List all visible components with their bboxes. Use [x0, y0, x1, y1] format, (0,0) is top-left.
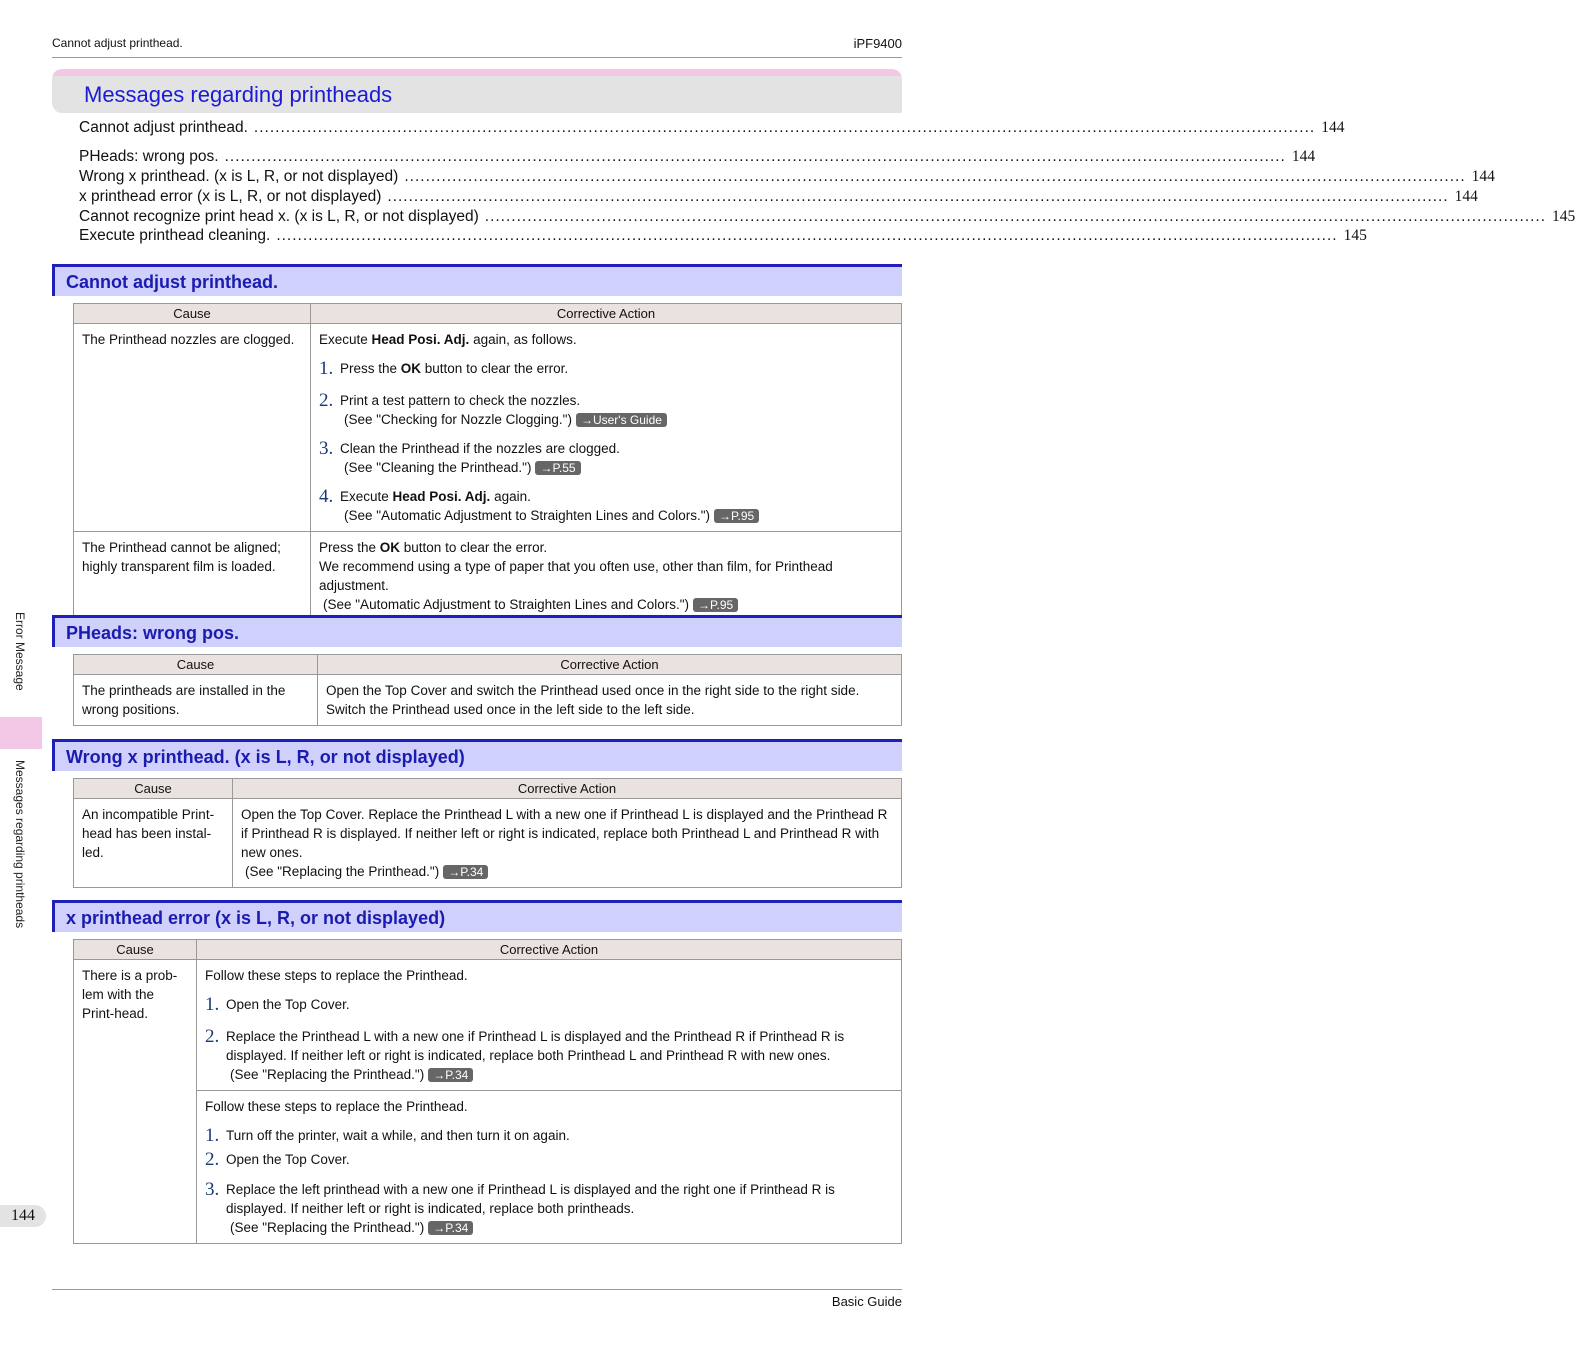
- cause-action-table: [73, 303, 902, 621]
- page-reference-link[interactable]: →P.55: [535, 461, 580, 475]
- header-section-title: Cannot adjust printhead.: [52, 36, 183, 50]
- cause-action-table: [73, 778, 902, 888]
- toc-item[interactable]: Cannot recognize print head x. (x is L, R, or not displayed) ........................................................................................................................................................................................................ 145: [79, 208, 1575, 225]
- page-number: 144: [0, 1205, 46, 1227]
- action-cell: Open the Top Cover and switch the Printhead used once in the right side to the right side. Switch the Printhead used once in the left side to the left side.: [318, 675, 902, 726]
- section-heading: x printhead error (x is L, R, or not displayed): [52, 900, 902, 932]
- page-reference-link[interactable]: →P.34: [443, 865, 488, 879]
- column-header-action: Corrective Action: [311, 304, 902, 324]
- cause-action-table: [73, 939, 902, 1244]
- footer-divider: [52, 1289, 902, 1290]
- footer-guide-name: Basic Guide: [831, 1294, 902, 1309]
- section-heading: Cannot adjust printhead.: [52, 264, 902, 296]
- column-header-action: Corrective Action: [197, 940, 902, 960]
- cause-cell: There is a prob-lem with the Print-head.: [74, 960, 197, 1244]
- column-header-cause: Cause: [74, 655, 318, 675]
- sidebar-chapter-label: Error Message: [13, 612, 27, 691]
- cause-cell: The Printhead cannot be aligned; highly transparent film is loaded.: [74, 532, 311, 621]
- toc-item[interactable]: Execute printhead cleaning. ........................................................................................................................................................................................................ 145: [79, 227, 1367, 244]
- page-reference-link[interactable]: →User's Guide: [576, 413, 667, 427]
- page-reference-link[interactable]: →P.95: [714, 509, 759, 523]
- toc-item[interactable]: Cannot adjust printhead. ........................................................................................................................................................................................................ 144: [79, 119, 1345, 136]
- sidebar-section-label: Messages regarding printheads: [13, 760, 27, 929]
- column-header-action: Corrective Action: [318, 655, 902, 675]
- column-header-cause: Cause: [74, 779, 233, 799]
- page-reference-link[interactable]: →P.34: [428, 1068, 473, 1082]
- cause-action-table: [73, 654, 902, 726]
- header-divider: [52, 57, 902, 58]
- action-cell: Follow these steps to replace the Printhead. 1. Open the Top Cover. 2. Replace the Printhead L with a new one if Printhead L is displayed and the Printhead R if Printhead R is displayed. If neither left or right is indicated, replace both Printhead L and Printhead R with new ones. (See "Replacing the Printhead.") →P.34: [197, 960, 902, 1091]
- header-model: iPF9400: [853, 36, 902, 51]
- page-reference-link[interactable]: →P.34: [428, 1221, 473, 1235]
- action-cell: Open the Top Cover. Replace the Printhead L with a new one if Printhead L is displayed and the Printhead R if Printhead R is displayed. If neither left or right is indicated, replace both Printhead L and Printhead R with new ones. (See "Replacing the Printhead.") →P.34: [233, 799, 902, 888]
- column-header-action: Corrective Action: [233, 779, 902, 799]
- cause-cell: The printheads are installed in the wrong positions.: [74, 675, 318, 726]
- action-cell: Press the OK button to clear the error. We recommend using a type of paper that you often use, other than film, for Printhead adjustment. (See "Automatic Adjustment to Straighten Lines and Colors.") →P.95: [311, 532, 902, 621]
- column-header-cause: Cause: [74, 304, 311, 324]
- section-heading: PHeads: wrong pos.: [52, 615, 902, 647]
- section-heading: Wrong x printhead. (x is L, R, or not displayed): [52, 739, 902, 771]
- action-cell: Execute Head Posi. Adj. again, as follows. 1. Press the OK button to clear the error. 2. Print a test pattern to check the nozzles. (See "Checking for Nozzle Clogging.") →User's Guide 3. Clean the Printhead if the nozzles are clogged. (See "Cleaning the Printhead.") →P.55 4. Execute Head Posi. Adj. again. (See "Automatic Adjustment to Straighten Lines and Colors.") →P.95: [311, 324, 902, 532]
- sidebar-tab-marker: [0, 717, 42, 749]
- page-reference-link[interactable]: →P.95: [693, 598, 738, 612]
- toc-item[interactable]: Wrong x printhead. (x is L, R, or not displayed) ........................................................................................................................................................................................................ 144: [79, 168, 1495, 185]
- toc-item[interactable]: x printhead error (x is L, R, or not displayed) ........................................................................................................................................................................................................ 144: [79, 188, 1478, 205]
- page-title-bar: [52, 69, 902, 113]
- page-title: Messages regarding printheads: [84, 82, 393, 107]
- cause-cell: An incompatible Print-head has been instal-led.: [74, 799, 233, 888]
- toc-item[interactable]: PHeads: wrong pos. ........................................................................................................................................................................................................ 144: [79, 148, 1316, 165]
- cause-cell: The Printhead nozzles are clogged.: [74, 324, 311, 532]
- action-cell: Follow these steps to replace the Printhead. 1. Turn off the printer, wait a while, and then turn it on again. 2. Open the Top Cover. 3. Replace the left printhead with a new one if Printhead L is displayed and the right one if Printhead R is displayed. If neither left or right is indicated, replace both printheads. (See "Replacing the Printhead.") →P.34: [197, 1091, 902, 1244]
- column-header-cause: Cause: [74, 940, 197, 960]
